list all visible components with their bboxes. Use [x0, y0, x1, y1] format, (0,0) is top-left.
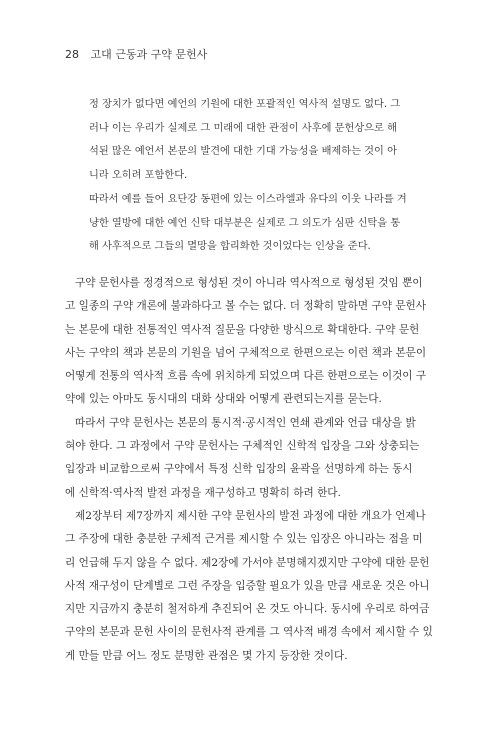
body-line: 그 주장에 대한 충분한 구체적 근거를 제시할 수 있는 입장은 아니라는 점을 미 — [65, 533, 423, 546]
quote-line: 해 사후적으로 그들의 멸망을 합리화한 것이었다는 인상을 준다. — [89, 241, 371, 253]
body-line: 따라서 구약 문헌사는 본문의 통시적·공시적인 연쇄 관계와 언급 대상을 밝 — [75, 416, 416, 429]
running-header — [65, 46, 207, 62]
body-line: 약에 있는 아마도 동시대의 대화 상대와 어떻게 관련되는지를 묻는다. — [65, 393, 382, 406]
body-line: 지만 지금까지 충분히 철저하게 추진되어 온 것도 아니다. 동시에 우리로 하여금 — [65, 603, 430, 616]
body-line: 제2장부터 제7장까지 제시한 구약 문헌사의 발전 과정에 대한 개요가 언제나 — [75, 509, 426, 522]
body-line: 혀야 한다. 그 과정에서 구약 문헌사는 구체적인 신학적 입장을 그와 상충되는 — [65, 440, 420, 453]
quote-line: 러나 이는 우리가 실제로 그 미래에 대한 관점이 사후에 문헌상으로 해 — [89, 122, 397, 134]
body-line: 어떻게 전통의 역사적 흐름 속에 위치하게 되었으며 다른 한편으로는 이것이 구 — [65, 370, 427, 383]
body-line: 고 일종의 구약 개론에 불과하다고 볼 수는 없다. 더 정확히 말하면 구약 문헌사 — [65, 300, 427, 313]
body-line: 입장과 비교함으로써 구약에서 특정 신학 입장의 윤곽을 선명하게 하는 동시 — [65, 463, 413, 476]
quote-line: 냥한 열방에 대한 예언 신탁 대부분은 실제로 그 의도가 심판 신탁을 통 — [89, 217, 401, 229]
body-line: 구약의 본문과 문헌 사이의 문헌사적 관계를 그 역사적 배경 속에서 제시할 수 있 — [65, 626, 433, 639]
body-line: 에 신학적·역사적 발전 과정을 재구성하고 명확히 하려 한다. — [65, 486, 341, 499]
quote-line: 따라서 예를 들어 요단강 동편에 있는 이스라엘과 유다의 이웃 나라를 겨 — [89, 193, 407, 205]
page-number: 28 — [65, 48, 79, 61]
body-line: 게 만들 만큼 어느 정도 분명한 관점은 몇 가지 등장한 것이다. — [65, 649, 348, 662]
body-line: 사적 재구성이 단계별로 그런 주장을 입증할 필요가 있을 만큼 새로운 것은 아니 — [65, 579, 430, 592]
block-quote — [89, 93, 435, 259]
body-line: 는 본문에 대한 전통적인 역사적 질문을 다양한 방식으로 확대한다. 구약 문헌 — [65, 323, 420, 336]
quote-line: 정 장치가 없다면 예언의 기원에 대한 포괄적인 역사적 설명도 없다. 그 — [89, 99, 401, 110]
body-line: 사는 구약의 책과 본문의 기원을 넘어 구체적으로 한편으로는 이런 책과 본문이 — [65, 346, 427, 359]
running-title: 고대 근동과 구약 문헌사 — [90, 48, 208, 61]
body-line: 리 언급해 두지 않을 수 없다. 제2장에 가서야 분명해지겠지만 구약에 대한 문헌 — [65, 556, 430, 569]
body-line: 구약 문헌사를 정경적으로 형성된 것이 아니라 역사적으로 형성된 것임 뿐이 — [75, 277, 423, 289]
quote-line: 니라 오히려 포함한다. — [89, 170, 188, 182]
quote-line: 석된 많은 예언서 본문의 발견에 대한 기대 가능성을 배제하는 것이 아 — [89, 146, 397, 158]
body-text — [65, 272, 437, 668]
